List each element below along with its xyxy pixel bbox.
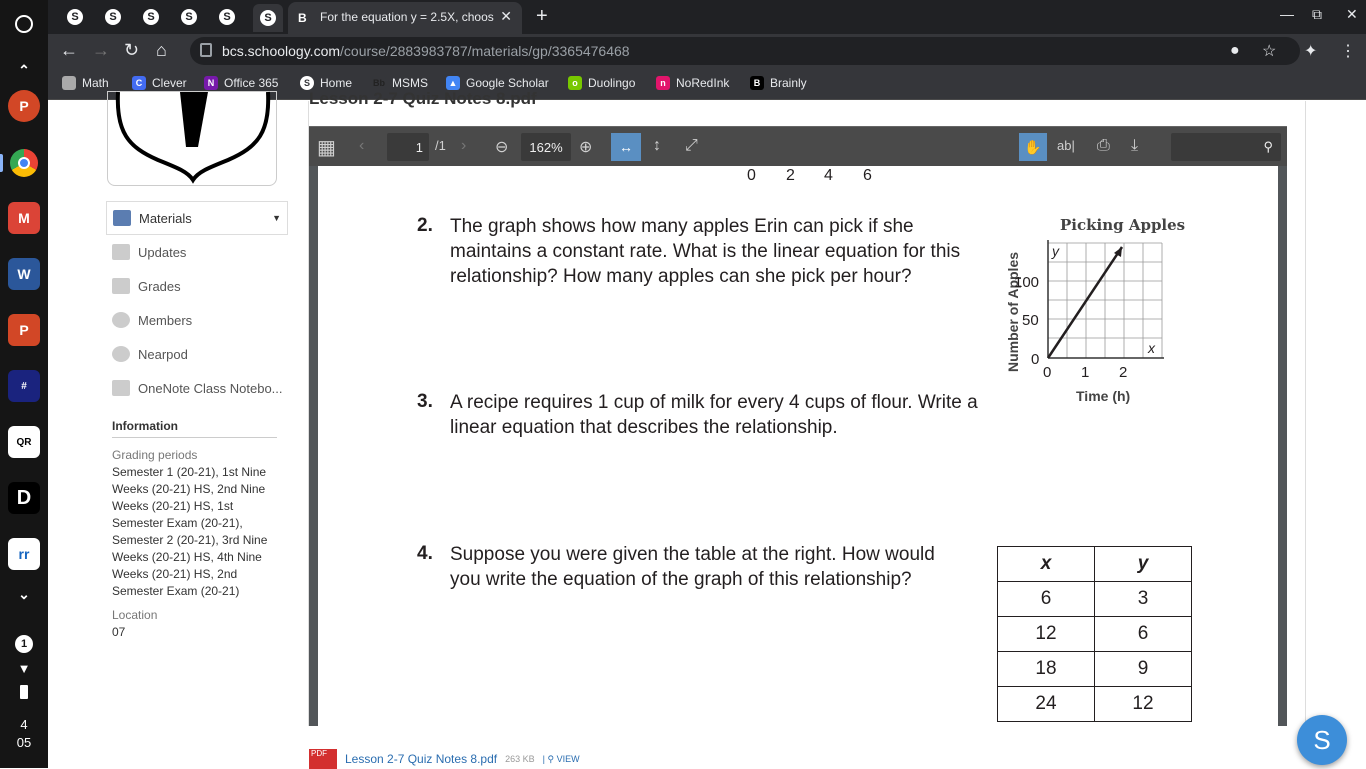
browser-menu-icon[interactable]: ⋮ bbox=[1340, 43, 1356, 60]
thumbnails-icon[interactable]: ▦ bbox=[317, 137, 336, 159]
prev-graph-tick-6: 6 bbox=[863, 167, 872, 184]
table-row bbox=[998, 617, 1192, 652]
calculator-icon[interactable]: # bbox=[8, 370, 40, 402]
back-icon[interactable]: ← bbox=[60, 40, 78, 60]
page-number-input[interactable]: 1 bbox=[387, 133, 429, 161]
chevron-down-icon[interactable]: ▼ bbox=[272, 213, 281, 223]
hand-tool-icon[interactable]: ✋ bbox=[1019, 133, 1047, 161]
text-select-icon[interactable]: ab| bbox=[1057, 138, 1075, 153]
brainly-favicon: B bbox=[298, 11, 307, 25]
table-row bbox=[998, 687, 1192, 722]
graph-xvar: x bbox=[1148, 340, 1155, 356]
address-bar[interactable] bbox=[190, 37, 1300, 65]
course-logo-shield bbox=[108, 92, 278, 187]
course-information bbox=[112, 419, 277, 647]
table-cell: 3 bbox=[1095, 582, 1192, 617]
nav-grades[interactable]: Grades bbox=[106, 269, 288, 303]
mail-app-icon[interactable]: M bbox=[8, 202, 40, 234]
nav-onenote[interactable]: OneNote Class Notebo... bbox=[106, 371, 288, 405]
table-row bbox=[998, 582, 1192, 617]
course-logo bbox=[107, 91, 277, 186]
tab-schoology-2[interactable]: S bbox=[102, 6, 124, 28]
duolingo-icon: o bbox=[568, 76, 582, 90]
table-cell: 6 bbox=[1095, 617, 1192, 652]
clock-hour[interactable]: 4 bbox=[20, 717, 28, 732]
schoology-help-button[interactable]: S bbox=[1297, 715, 1347, 765]
nav-materials[interactable]: Materials ▼ bbox=[106, 201, 288, 235]
graph-ylabel: Number of Apples bbox=[1005, 251, 1021, 373]
print-icon[interactable]: ⎙ bbox=[1097, 137, 1110, 154]
bookmark-google-scholar[interactable]: ▲ Google Scholar bbox=[446, 76, 549, 90]
table-header-row bbox=[998, 547, 1192, 582]
pdf-file-icon: PDF bbox=[309, 749, 337, 769]
powerpoint-icon[interactable]: P bbox=[8, 314, 40, 346]
shelf-collapse-icon[interactable]: ⌃ bbox=[18, 61, 30, 78]
tab-schoology-5[interactable]: S bbox=[216, 6, 238, 28]
tab-title: For the equation y = 2.5X, choos bbox=[320, 10, 494, 24]
browser-toolbar bbox=[48, 34, 1366, 68]
graph-ytick-50: 50 bbox=[1022, 312, 1039, 329]
tab-schoology-1[interactable]: S bbox=[64, 6, 86, 28]
materials-icon bbox=[113, 210, 131, 226]
table-cell: 12 bbox=[998, 617, 1095, 652]
attachment-size: 263 KB bbox=[505, 754, 535, 764]
bookmark-home[interactable]: S Home bbox=[300, 76, 352, 90]
word-icon[interactable]: W bbox=[8, 258, 40, 290]
table-cell: 18 bbox=[998, 652, 1095, 687]
doc-title-partial: Lesson 2-7 Quiz Notes 8.pdf bbox=[309, 89, 537, 108]
graph-xlabel: Time (h) bbox=[1076, 388, 1131, 404]
graph-ytick-100: 100 bbox=[1014, 274, 1040, 291]
close-window-icon[interactable]: ✕ bbox=[1346, 6, 1358, 22]
url-text[interactable]: bcs.schoology.com/course/2883983787/materials/gp/3365476468 bbox=[222, 43, 630, 59]
picking-apples-graph bbox=[998, 210, 1198, 410]
nav-updates[interactable]: Updates bbox=[106, 235, 288, 269]
grading-periods-value: Semester 1 (20-21), 1st Nine Weeks (20-21) HS, 2nd Nine Weeks (20-21) HS, 1st Semester Exam (20-21), Semester 2 (20-21), 3rd Nine Weeks (20-21) HS, 4th Nine Weeks (20-21) HS, 2nd Semester Exam (20-21) bbox=[112, 465, 268, 598]
scholar-icon: ▲ bbox=[446, 76, 460, 90]
bookmark-noredink[interactable]: n NoRedInk bbox=[656, 76, 729, 90]
zoom-in-icon[interactable]: ⊕ bbox=[579, 139, 593, 156]
close-tab-icon[interactable]: ✕ bbox=[500, 8, 512, 24]
tab-schoology-3[interactable]: S bbox=[140, 6, 162, 28]
minimize-icon[interactable]: — bbox=[1280, 6, 1294, 22]
table-cell: 12 bbox=[1095, 687, 1192, 722]
table-cell: 6 bbox=[998, 582, 1095, 617]
prev-page-icon[interactable]: ‹ bbox=[359, 137, 365, 154]
graph-xtick-0: 0 bbox=[1043, 364, 1052, 381]
prev-graph-tick-2: 2 bbox=[786, 167, 795, 184]
readworks-icon[interactable]: rr bbox=[8, 538, 40, 570]
tab-active[interactable] bbox=[288, 2, 522, 34]
reload-icon[interactable]: ↻ bbox=[124, 40, 140, 60]
zoom-level[interactable]: 162% bbox=[521, 133, 571, 161]
forward-icon[interactable]: → bbox=[92, 40, 110, 60]
table-cell: 24 bbox=[998, 687, 1095, 722]
next-page-icon[interactable]: › bbox=[461, 137, 467, 154]
schoology-icon: S bbox=[300, 76, 314, 90]
bookmark-duolingo[interactable]: o Duolingo bbox=[568, 76, 635, 90]
question-2-text: The graph shows how many apples Erin can pick if she maintains a constant rate. What is the linear equation for this relationship? How many apples can she pick per hour? bbox=[450, 216, 961, 287]
notification-count[interactable]: 1 bbox=[8, 628, 40, 660]
clever-icon: C bbox=[132, 76, 146, 90]
bookmark-clever[interactable]: C Clever bbox=[132, 76, 187, 90]
table-header-y: y bbox=[1095, 547, 1192, 582]
launcher-button[interactable] bbox=[8, 8, 40, 40]
pdf-scroll-area[interactable] bbox=[309, 166, 1287, 726]
page-total: /1 bbox=[435, 138, 446, 153]
graph-plot bbox=[998, 210, 1198, 410]
folder-icon bbox=[62, 76, 76, 90]
lock-icon[interactable] bbox=[200, 43, 212, 57]
onenote-icon bbox=[112, 380, 130, 396]
powerpoint-online-icon[interactable]: P bbox=[8, 90, 40, 122]
shelf-expand-icon[interactable]: ⌄ bbox=[18, 585, 30, 602]
chrome-icon[interactable] bbox=[8, 147, 40, 179]
question-3-text: A recipe requires 1 cup of milk for every 4 cups of flour. Write a linear equation that describes the relationship. bbox=[450, 392, 978, 438]
attachment-row bbox=[309, 749, 580, 769]
pdf-toolbar bbox=[309, 126, 1287, 166]
pdf-search-input[interactable]: ⚲ bbox=[1171, 133, 1281, 161]
noredink-icon: n bbox=[656, 76, 670, 90]
blackboard-icon: Bb bbox=[373, 78, 385, 88]
table-cell: 9 bbox=[1095, 652, 1192, 687]
battery-icon[interactable] bbox=[8, 676, 40, 708]
grading-periods-label: Grading periods bbox=[112, 448, 198, 462]
location-icon[interactable]: ● bbox=[1230, 42, 1240, 59]
qr-code-icon[interactable]: QR bbox=[8, 426, 40, 458]
restore-icon[interactable]: ⧉ bbox=[1312, 6, 1322, 22]
wifi-icon[interactable]: ▼ bbox=[17, 660, 31, 676]
fullscreen-icon[interactable]: ⤢ bbox=[685, 137, 698, 154]
nearpod-icon bbox=[112, 346, 130, 362]
graph-title: Picking Apples bbox=[1060, 216, 1186, 234]
magnifier-icon: ⚲ bbox=[547, 753, 555, 764]
tab-strip bbox=[48, 0, 1366, 34]
desmos-icon[interactable]: D bbox=[8, 482, 40, 514]
prev-graph-tick-4: 4 bbox=[824, 167, 833, 184]
fit-width-icon[interactable]: ↔ bbox=[611, 133, 641, 161]
graph-ytick-0: 0 bbox=[1031, 351, 1040, 368]
bookmark-brainly[interactable]: B Brainly bbox=[750, 76, 807, 90]
clock-minute[interactable]: 05 bbox=[16, 735, 32, 750]
os-shelf bbox=[0, 0, 48, 768]
tab-schoology-6[interactable]: S bbox=[253, 4, 283, 32]
new-tab-icon[interactable]: + bbox=[536, 5, 548, 27]
attachment-link[interactable]: Lesson 2-7 Quiz Notes 8.pdf bbox=[345, 752, 498, 766]
zoom-out-icon[interactable]: ⊖ bbox=[495, 139, 509, 156]
prev-graph-tick-0: 0 bbox=[747, 167, 756, 184]
information-heading: Information bbox=[112, 419, 277, 438]
table-header-x: x bbox=[998, 547, 1095, 582]
table-row bbox=[998, 652, 1192, 687]
office-icon: N bbox=[204, 76, 218, 90]
question-3-number: 3. bbox=[417, 391, 433, 412]
bookmark-office365[interactable]: N Office 365 bbox=[204, 76, 278, 90]
download-icon[interactable]: ⤓ bbox=[1131, 137, 1139, 154]
updates-icon bbox=[112, 244, 130, 260]
nav-nearpod[interactable]: Nearpod bbox=[106, 337, 288, 371]
tab-schoology-4[interactable]: S bbox=[178, 6, 200, 28]
schoology-page bbox=[48, 89, 1366, 768]
active-app-indicator bbox=[0, 154, 3, 172]
fit-page-icon[interactable]: ↕ bbox=[653, 137, 661, 154]
nav-members[interactable]: Members bbox=[106, 303, 288, 337]
home-icon[interactable]: ⌂ bbox=[156, 40, 167, 60]
brainly-icon: B bbox=[750, 76, 764, 90]
members-icon bbox=[112, 312, 130, 328]
question-4-text: Suppose you were given the table at the right. How would you write the equation of the graph of this relationship? bbox=[450, 544, 935, 590]
bookmark-star-icon[interactable]: ☆ bbox=[1262, 43, 1277, 60]
graph-yvar: y bbox=[1052, 243, 1059, 259]
extensions-icon[interactable]: ✦ bbox=[1304, 43, 1318, 60]
question-4-number: 4. bbox=[417, 543, 433, 564]
question-2-number: 2. bbox=[417, 215, 433, 236]
attachment-view-link[interactable]: | ⚲ VIEW bbox=[542, 753, 580, 764]
graph-xtick-2: 2 bbox=[1119, 364, 1128, 381]
document-viewer bbox=[308, 89, 1306, 726]
location-label: Location bbox=[112, 608, 158, 622]
grades-icon bbox=[112, 278, 130, 294]
bookmark-math[interactable]: Math bbox=[62, 76, 109, 90]
course-sidebar bbox=[106, 201, 288, 405]
graph-xtick-1: 1 bbox=[1081, 364, 1090, 381]
location-value: 07 bbox=[112, 625, 126, 639]
xy-table bbox=[997, 546, 1192, 722]
bookmark-msms[interactable]: Bb MSMS bbox=[373, 76, 428, 90]
pdf-page bbox=[318, 166, 1278, 726]
